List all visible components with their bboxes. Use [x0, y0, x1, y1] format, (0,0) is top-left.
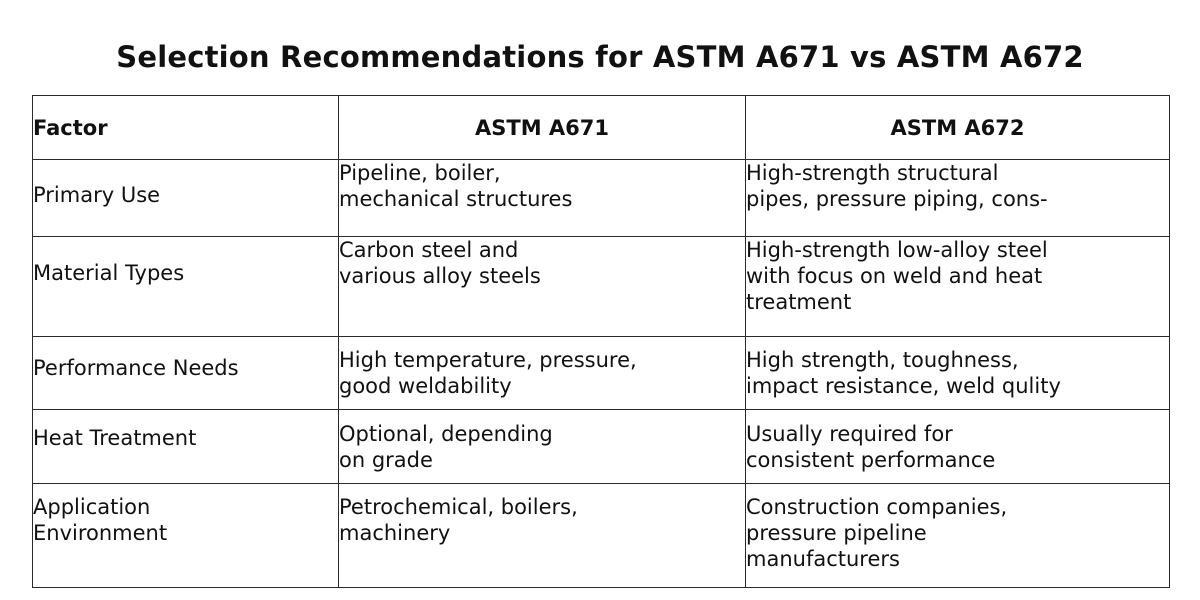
a671-value: Pipeline, boiler, mechanical structures — [339, 161, 573, 211]
factor-label: Primary Use — [33, 183, 161, 207]
a671-value: High temperature, pressure, good weldability — [339, 348, 637, 398]
a671-value: Optional, depending on grade — [339, 422, 553, 472]
a672-cell — [746, 484, 1170, 588]
table-row-application-environment — [33, 484, 1170, 588]
a672-value: Construction companies, pressure pipeline manufacturers — [746, 495, 1008, 571]
a672-value: Usually required for consistent performance — [746, 422, 996, 472]
a672-cell — [746, 337, 1170, 410]
table-row-heat-treatment — [33, 410, 1170, 484]
a672-cell — [746, 160, 1170, 237]
a672-cell — [746, 410, 1170, 484]
factor-cell — [33, 484, 339, 588]
factor-label: Performance Needs — [33, 356, 239, 380]
a672-value: High-strength structural pipes, pressure piping, cons- — [746, 161, 1048, 211]
table-header-row — [33, 96, 1170, 160]
factor-cell — [33, 160, 339, 237]
a671-cell — [339, 160, 746, 237]
a671-cell — [339, 410, 746, 484]
factor-label: Application Environment — [33, 495, 168, 545]
a671-cell — [339, 237, 746, 337]
a671-cell — [339, 484, 746, 588]
table-row-performance-needs — [33, 337, 1170, 410]
table-row-primary-use — [33, 160, 1170, 237]
page-title: Selection Recommendations for ASTM A671 vs ASTM A672 — [116, 40, 1084, 74]
comparison-table — [32, 95, 1170, 588]
a672-cell — [746, 237, 1170, 337]
factor-cell — [33, 237, 339, 337]
a671-value: Carbon steel and various alloy steels — [339, 238, 541, 288]
header-astm-a672: ASTM A672 — [746, 96, 1170, 160]
factor-label: Material Types — [33, 261, 185, 285]
header-astm-a671: ASTM A671 — [339, 96, 746, 160]
factor-cell — [33, 410, 339, 484]
a672-value: High strength, toughness, impact resistance, weld qulity — [746, 348, 1061, 398]
table-row-material-types — [33, 237, 1170, 337]
a672-value: High-strength low-alloy steel with focus on weld and heat treatment — [746, 238, 1048, 314]
a671-value: Petrochemical, boilers, machinery — [339, 495, 578, 545]
factor-label: Heat Treatment — [33, 426, 197, 450]
factor-cell — [33, 337, 339, 410]
header-factor: Factor — [33, 96, 339, 160]
a671-cell — [339, 337, 746, 410]
